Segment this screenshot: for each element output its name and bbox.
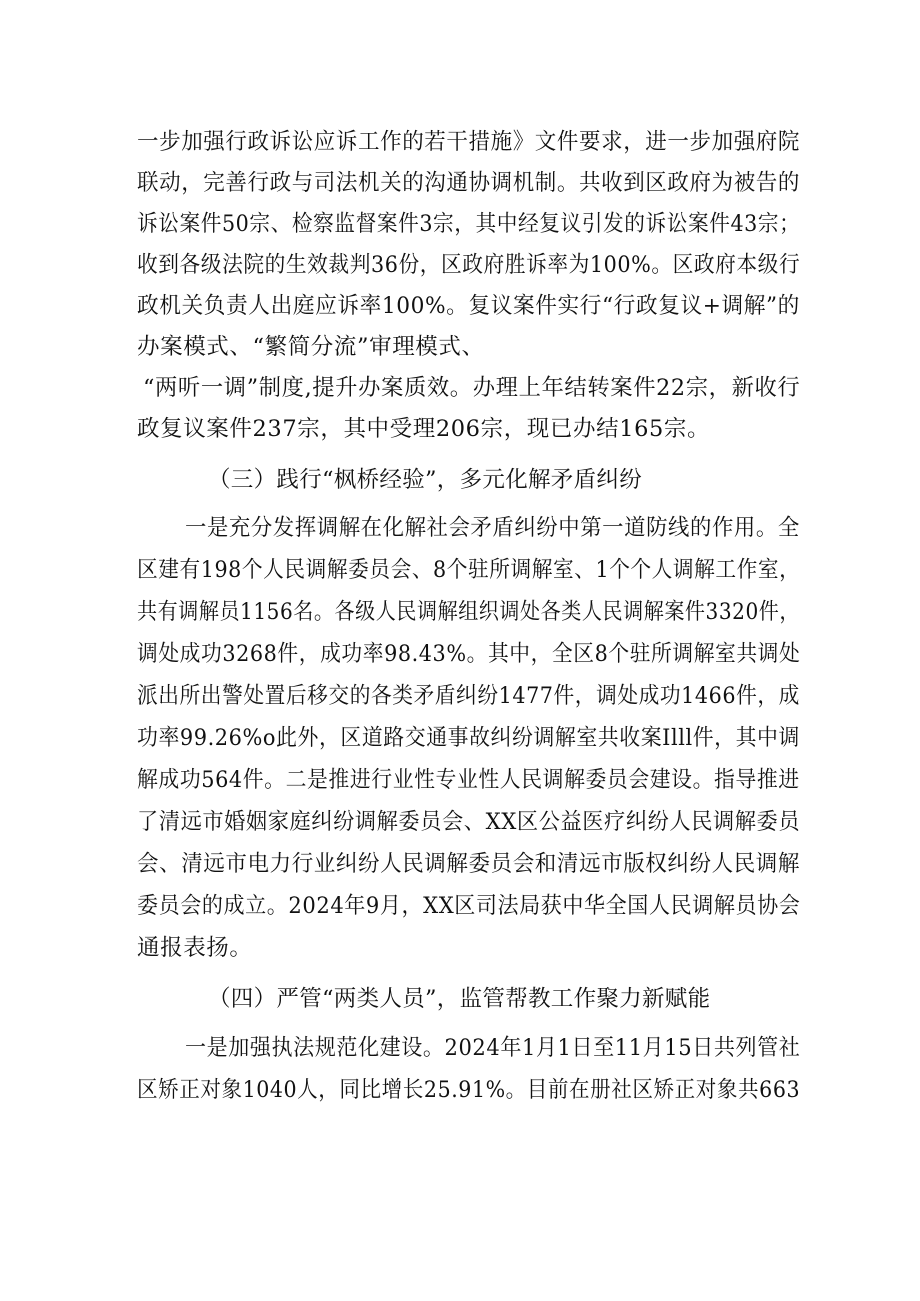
paragraph-line: 联动，完善行政与司法机关的沟通协调机制。共收到区政府为被告的 [137,170,801,196]
paragraph-line: 区矫正对象1040人，同比增长25.91%。目前在册社区矫正对象共663 [137,1077,801,1103]
paragraph-line: 派出所出警处置后移交的各类矛盾纠纷1477件，调处成功1466件，成 [137,683,800,709]
paragraph-line: 诉讼案件50宗、检察监督案件3宗，其中经复议引发的诉讼案件43宗； [137,211,801,237]
paragraph-line: 委员会的成立。2024年9月，XX区司法局获中华全国人民调解员协会 [137,893,801,919]
paragraph-line: 了清远市婚姻家庭纠纷调解委员会、XX区公益医疗纠纷人民调解委员 [137,809,801,835]
paragraph-line: 收到各级法院的生效裁判36份，区政府胜诉率为100%。区政府本级行 [137,252,801,278]
section-heading-4: （四）严管“两类人员”，监管帮教工作聚力新赋能 [208,986,711,1012]
paragraph-line: 调处成功3268件，成功率98.43%。其中，全区8个驻所调解室共调处 [137,641,801,667]
paragraph-line: 一是充分发挥调解在化解社会矛盾纠纷中第一道防线的作用。全 [185,515,800,541]
paragraph-line: 一步加强行政诉讼应诉工作的若干措施》文件要求，进一步加强府院 [137,129,801,155]
paragraph-line: 解成功564件。二是推进行业性专业性人民调解委员会建设。指导推进 [137,767,800,793]
paragraph-line: 政复议案件237宗，其中受理206宗，现已办结165宗。 [137,416,711,442]
paragraph-line: 通报表扬。 [137,935,253,961]
paragraph-line: 一是加强执法规范化建设。2024年1月1日至11月15日共列管社 [185,1035,801,1061]
paragraph-line: 政机关负责人出庭应诉率100%。复议案件实行“行政复议+调解”的 [137,293,800,319]
section-heading-3: （三）践行“枫桥经验”，多元化解矛盾纠纷 [208,467,643,493]
paragraph-line: 办案模式、“繁简分流”审理模式、 [137,334,485,360]
paragraph-line: 会、清远市电力行业纠纷人民调解委员会和清远市版权纠纷人民调解 [137,851,801,877]
paragraph-line: “两听一调”制度,提升办案质效。办理上年结转案件22宗，新收行 [143,375,801,401]
paragraph-line: 区建有198个人民调解委员会、8个驻所调解室、1个个人调解工作室， [137,557,801,583]
paragraph-line: 功率99.26%o此外，区道路交通事故纠纷调解室共收案Illl件，其中调 [137,725,800,751]
paragraph-line: 共有调解员1156名。各级人民调解组织调处各类人民调解案件3320件， [137,599,801,625]
